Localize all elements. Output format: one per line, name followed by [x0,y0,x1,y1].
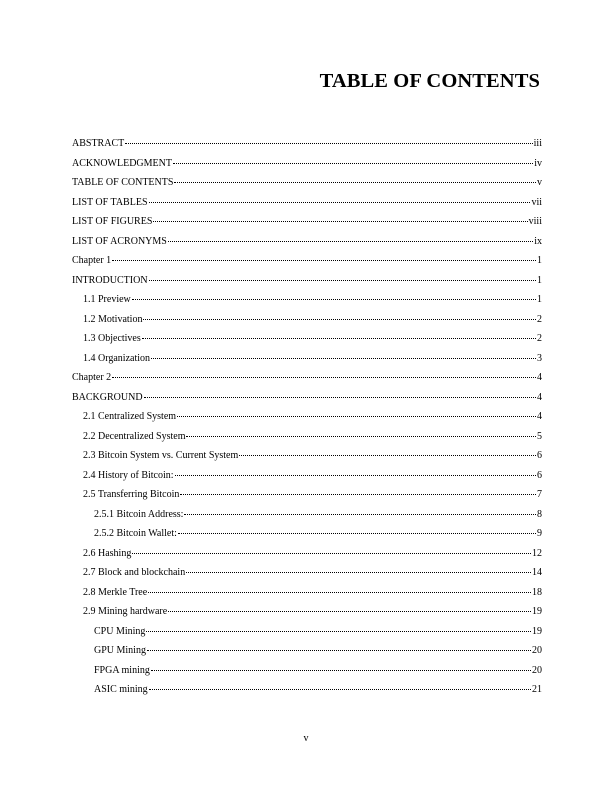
toc-entry-label: CPU Mining [94,625,146,637]
toc-entry-label: 1.1 Preview [83,294,131,305]
toc-entry-page: 8 [537,508,542,520]
toc-entry-page: 14 [532,567,542,578]
toc-entry-label: 2.3 Bitcoin System vs. Current System [83,450,239,461]
dot-leader [153,221,527,222]
toc-entry[interactable] [72,665,542,685]
toc-entry[interactable] [72,177,542,197]
toc-entry-label: LIST OF TABLES [72,196,148,208]
toc-entry-label: 2.4 History of Bitcoin: [83,469,174,481]
toc-entry-label: 2.1 Centralized System [83,411,177,422]
toc-entry-page: 3 [537,352,542,364]
dot-leader [147,650,531,651]
dot-leader [186,572,531,573]
dot-leader [112,377,536,378]
toc-entry[interactable] [72,645,542,665]
toc-entry-label: BACKGROUND [72,391,143,403]
toc-entry-label: 1.2 Motivation [83,313,143,325]
toc-entry-page: 18 [532,586,542,598]
toc-entry[interactable] [72,333,542,353]
toc-entry-page: 4 [537,411,542,422]
dot-leader [132,553,531,554]
dot-leader [112,260,536,261]
toc-entry-page: v [537,177,542,188]
toc-entry[interactable] [72,275,542,295]
toc-entry[interactable] [72,392,542,412]
toc-entry-page: 19 [532,625,542,637]
toc-entry[interactable] [72,353,542,373]
toc-entry-label: ACKNOWLEDGMENT [72,157,172,169]
toc-entry-label: GPU Mining [94,645,146,656]
toc-entry-label: 2.6 Hashing [83,547,132,559]
toc-entry-page: iii [533,138,542,149]
toc-entry-label: Chapter 1 [72,255,112,266]
toc-entry[interactable] [72,489,542,509]
toc-entry-page: 21 [532,684,542,695]
toc-entry-page: 6 [537,469,542,481]
dot-leader [143,319,536,320]
toc-entry-label: 2.5.1 Bitcoin Address: [94,508,184,520]
dot-leader [149,689,531,690]
toc-entry-label: LIST OF FIGURES [72,216,153,227]
page-title: TABLE OF CONTENTS [319,70,540,92]
toc-entry-page: 5 [537,430,542,442]
toc-entry[interactable] [72,294,542,314]
toc-entry[interactable] [72,509,542,529]
dot-leader [132,299,536,300]
toc-entry-label: 2.5 Transferring Bitcoin [83,489,180,500]
toc-entry[interactable] [72,431,542,451]
dot-leader [184,514,536,515]
toc-entry-page: 6 [537,450,542,461]
toc-entry-label: 2.5.2 Bitcoin Wallet: [94,528,177,539]
dot-leader [151,670,531,671]
dot-leader [174,182,536,183]
dot-leader [173,163,533,164]
toc-entry[interactable] [72,236,542,256]
dot-leader [148,592,531,593]
toc-entry[interactable] [72,606,542,626]
dot-leader [151,358,536,359]
toc-entry-page: 20 [532,664,542,676]
dot-leader [168,241,533,242]
toc-entry[interactable] [72,255,542,275]
toc-entry-label: 1.4 Organization [83,352,151,364]
dot-leader [175,475,536,476]
toc-entry-page: 12 [532,547,542,559]
toc-entry[interactable] [72,314,542,334]
dot-leader [149,202,531,203]
toc-entry-page: 20 [532,645,542,656]
toc-entry-page: 4 [537,372,542,383]
toc-entry[interactable] [72,197,542,217]
toc-entry-label: ABSTRACT [72,138,125,149]
toc-entry[interactable] [72,138,542,158]
toc-entry[interactable] [72,450,542,470]
toc-entry[interactable] [72,567,542,587]
dot-leader [180,494,536,495]
table-of-contents [72,138,542,704]
toc-entry-page: vii [531,196,542,208]
toc-entry-label: LIST OF ACRONYMS [72,235,167,247]
toc-entry-label: FPGA mining [94,664,150,676]
toc-entry-page: 7 [537,489,542,500]
toc-entry-page: 1 [537,255,542,266]
toc-entry-page: 2 [537,313,542,325]
toc-entry[interactable] [72,587,542,607]
toc-entry-page: 4 [537,391,542,403]
toc-entry[interactable] [72,411,542,431]
dot-leader [186,436,536,437]
toc-entry-label: INTRODUCTION [72,274,148,286]
toc-entry[interactable] [72,158,542,178]
toc-entry-page: ix [534,235,542,247]
dot-leader [168,611,531,612]
toc-entry[interactable] [72,548,542,568]
toc-entry-page: 9 [537,528,542,539]
toc-entry[interactable] [72,470,542,490]
toc-entry[interactable] [72,216,542,236]
toc-entry-page: 1 [537,274,542,286]
toc-entry[interactable] [72,684,542,704]
dot-leader [149,280,536,281]
toc-entry-page: 1 [537,294,542,305]
toc-entry-label: 2.8 Merkle Tree [83,586,148,598]
toc-entry-label: 2.7 Block and blockchain [83,567,186,578]
toc-entry[interactable] [72,626,542,646]
toc-entry[interactable] [72,372,542,392]
toc-entry-label: 2.9 Mining hardware [83,606,168,617]
toc-entry[interactable] [72,528,542,548]
dot-leader [178,533,536,534]
toc-entry-page: viii [528,216,542,227]
page-number: v [303,733,309,744]
dot-leader [239,455,536,456]
dot-leader [144,397,536,398]
toc-entry-page: 2 [537,333,542,344]
toc-entry-label: ASIC mining [94,684,148,695]
dot-leader [146,631,531,632]
toc-entry-page: 19 [532,606,542,617]
toc-entry-label: 2.2 Decentralized System [83,430,186,442]
dot-leader [177,416,536,417]
toc-entry-label: 1.3 Objectives [83,333,141,344]
toc-entry-page: iv [534,157,542,169]
dot-leader [142,338,536,339]
toc-entry-label: TABLE OF CONTENTS [72,177,174,188]
toc-entry-label: Chapter 2 [72,372,112,383]
dot-leader [125,143,532,144]
